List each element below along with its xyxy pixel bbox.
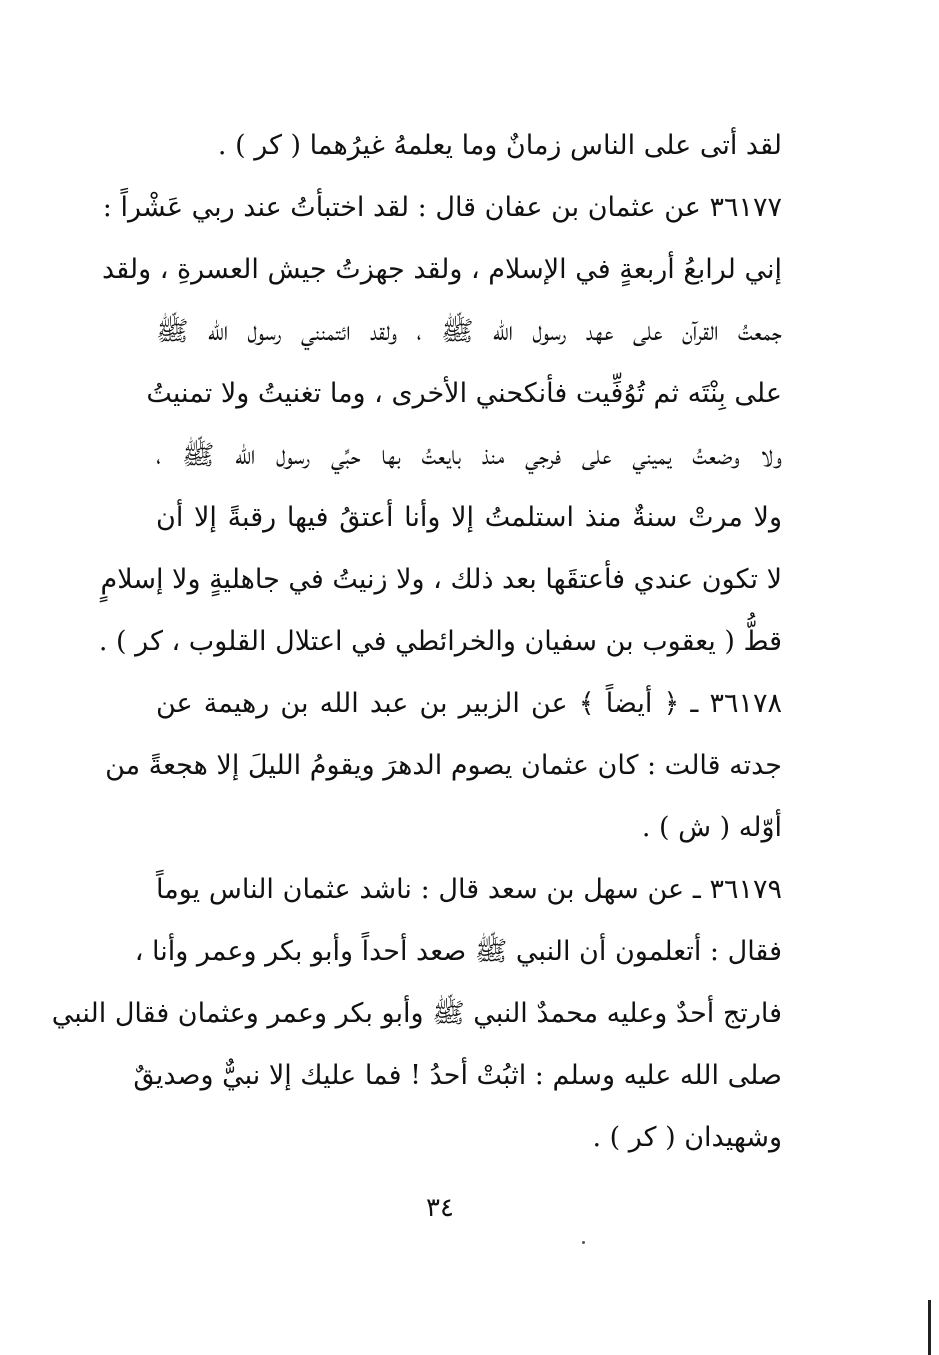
text-line-11: جدته قالت : كان عثمان يصوم الدهرَ ويقومُ الليلَ إلا هجعةً من: [105, 750, 782, 781]
text-line-15: فارتج أحدٌ وعليه محمدٌ النبي ﷺ وأبو بكر وعمر وعثمان فقال النبي: [51, 998, 782, 1029]
text-line-7: ولا مرتْ سنةٌ منذ استلمتُ إلا وأنا أعتقُ فيها رقبةً إلا أن: [156, 502, 782, 533]
hadith-36177-start: ٣٦١٧٧ عن عثمان بن عفان قال : لقد اختبأتُ عند ربي عَشْراً :: [102, 192, 782, 223]
text-line-16: صلى الله عليه وسلم : اثبُتْ أحدُ ! فما عليك إلا نبيٌّ وصديقٌ: [133, 1060, 782, 1091]
hadith-36179-start: ٣٦١٧٩ ـ عن سهل بن سعد قال : ناشد عثمان الناس يوماً: [156, 874, 782, 905]
text-line-12: أوّله ( ش ) .: [641, 812, 782, 843]
page-number: ٣٤: [426, 1193, 454, 1223]
text-line-4: جمعتُ القرآن على عهد رسول الله ﷺ ، ولقد ائتمنني رسول الله ﷺ: [156, 316, 782, 347]
scan-speck: [582, 1241, 585, 1244]
text-line-3: إني لرابعُ أربعةٍ في الإسلام ، ولقد جهزتُ جيش العسرةِ ، ولقد: [102, 254, 782, 285]
text-line-6: ولا وضعتُ يميني على فرجي منذ بايعتُ بها حبِّي رسول الله ﷺ ،: [156, 440, 782, 471]
text-line-8: لا تكون عندي فأعتقَها بعد ذلك ، ولا زنيتُ في جاهليةٍ ولا إسلامٍ: [100, 564, 782, 595]
text-line-17: وشهيدان ( كر ) .: [592, 1122, 782, 1153]
text-line-1: لقد أتى على الناس زمانٌ وما يعلمهُ غيرُهما ( كر ) .: [217, 130, 782, 161]
hadith-36178-start: ٣٦١٧٨ ـ ﴿ أيضاً ﴾ عن الزبير بن عبد الله بن رهيمة عن: [156, 688, 782, 719]
text-line-9: قطُّ ( يعقوب بن سفيان والخرائطي في اعتلال القلوب ، كر ) .: [98, 626, 782, 657]
text-line-14: فقال : أتعلمون أن النبي ﷺ صعد أحداً وأبو بكر وعمر وأنا ،: [134, 936, 782, 967]
text-line-5: على بِنْتَه ثم تُوُفِّيت فأنكحني الأخرى ، وما تغنيتُ ولا تمنيتُ: [146, 378, 782, 409]
scan-edge-mark: [928, 1300, 931, 1355]
